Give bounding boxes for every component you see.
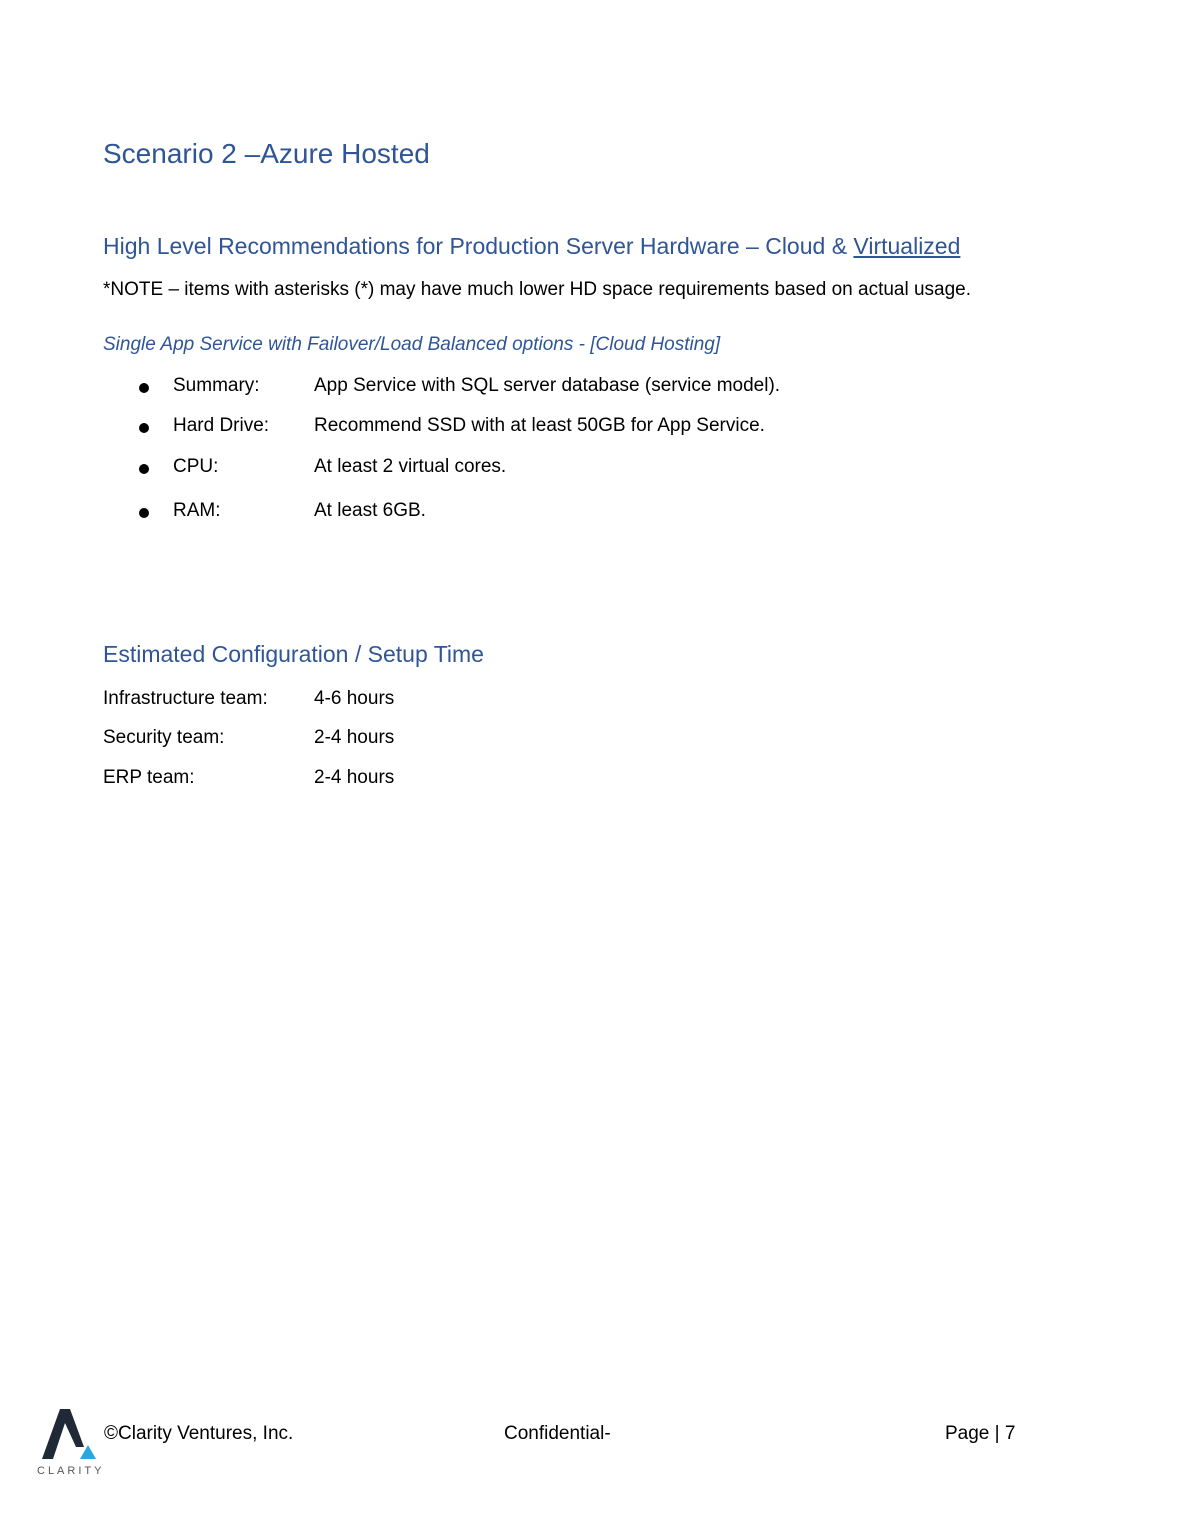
bullet-label: Summary: [173, 375, 260, 396]
bullet-label: CPU: [173, 456, 219, 477]
bullet-icon [139, 464, 149, 474]
bullet-value: At least 6GB. [314, 500, 426, 521]
estimates-heading: Estimated Configuration / Setup Time [103, 641, 484, 667]
cloud-hosting-subheading: Single App Service with Failover/Load Balanced options - [Cloud Hosting] [103, 334, 721, 355]
estimate-row-security [0, 727, 1000, 753]
footer-confidential: Confidential- [504, 1423, 611, 1444]
estimate-value: 2-4 hours [314, 767, 395, 788]
bullet-item-ram [0, 500, 1000, 526]
virtualized-link[interactable]: Virtualized [853, 233, 961, 259]
asterisk-note: *NOTE – items with asterisks (*) may have much lower HD space requirements based on actual usage. [103, 279, 972, 300]
estimate-label: Infrastructure team: [103, 688, 268, 709]
estimate-value: 2-4 hours [314, 727, 395, 748]
bullet-icon [139, 423, 149, 433]
estimate-label: Security team: [103, 727, 225, 748]
footer-page-number: Page | 7 [945, 1423, 1016, 1444]
logo-wordmark: CLARITY [37, 1465, 105, 1477]
recommendations-heading-text: High Level Recommendations for Production Server Hardware – Cloud & [103, 233, 854, 259]
estimate-row-infrastructure [0, 688, 1000, 714]
bullet-label: RAM: [173, 500, 221, 521]
bullet-value: Recommend SSD with at least 50GB for App Service. [314, 415, 765, 436]
bullet-item-cpu [0, 456, 1000, 482]
bullet-item-hard-drive [0, 415, 1000, 441]
estimate-label: ERP team: [103, 767, 195, 788]
bullet-label: Hard Drive: [173, 415, 270, 436]
page-title: Scenario 2 –Azure Hosted [103, 138, 430, 169]
estimate-row-erp [0, 767, 1000, 793]
bullet-icon [139, 508, 149, 518]
bullet-item-summary [0, 375, 1000, 401]
bullet-icon [139, 383, 149, 393]
page-footer [0, 1395, 1189, 1495]
footer-copyright: ©Clarity Ventures, Inc. [104, 1423, 294, 1444]
estimate-value: 4-6 hours [314, 688, 395, 709]
recommendations-heading [103, 233, 960, 260]
bullet-value: App Service with SQL server database (service model). [314, 375, 781, 396]
bullet-value: At least 2 virtual cores. [314, 456, 507, 477]
